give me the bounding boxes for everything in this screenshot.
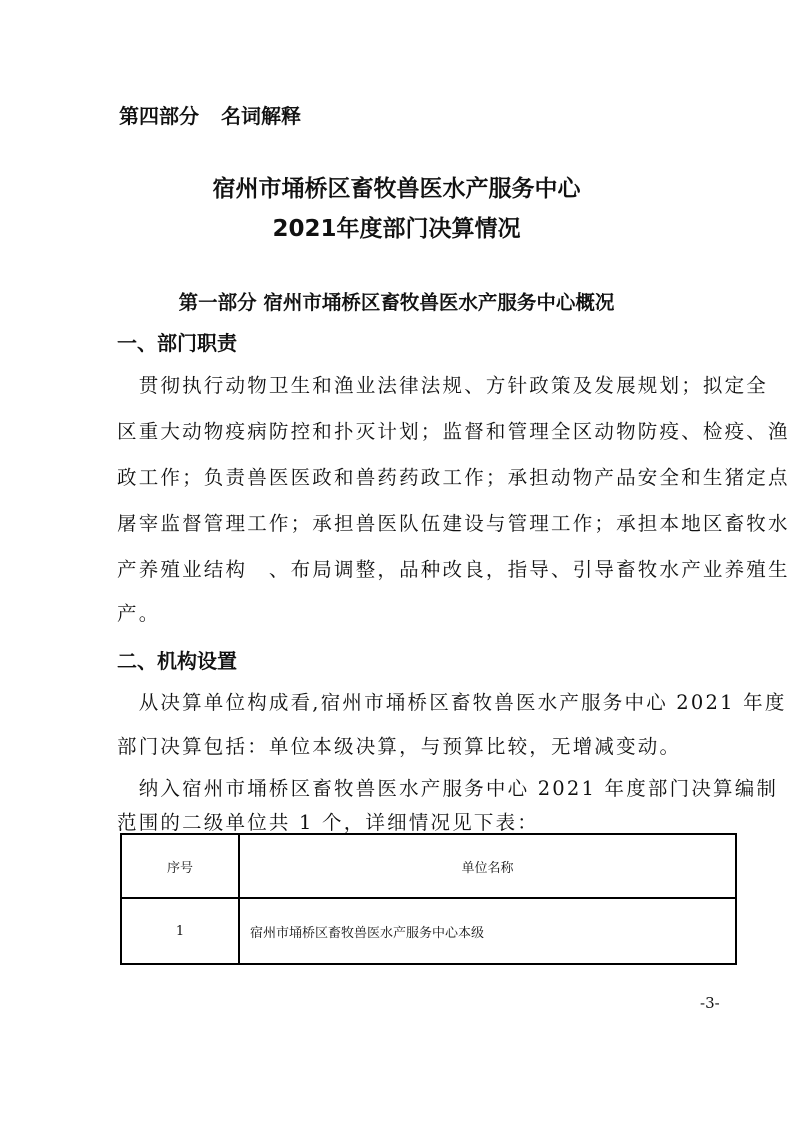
part-heading bbox=[119, 100, 301, 129]
paragraph-line: 产养殖业结构 、布局调整，品种改良，指导、引导畜牧水产业养殖生 bbox=[117, 558, 790, 581]
paragraph-line: 范围的二级单位共 1 个，详细情况见下表： bbox=[117, 811, 540, 834]
document-title-line2: 2021年度部门决算情况 bbox=[272, 216, 521, 242]
document-title-line1: 宿州市埇桥区畜牧兽医水产服务中心 bbox=[212, 176, 581, 202]
paragraph-line: 政工作；负责兽医医政和兽药药政工作；承担动物产品安全和生猪定点 bbox=[117, 466, 790, 489]
table-header-row bbox=[121, 834, 736, 898]
paragraph-line: 贯彻执行动物卫生和渔业法律法规、方针政策及发展规划；拟定全 bbox=[117, 374, 769, 397]
units-table bbox=[120, 833, 737, 965]
table-row bbox=[121, 898, 736, 964]
header-unit-name: 单位名称 bbox=[239, 834, 736, 898]
page-number: -3- bbox=[700, 994, 720, 1012]
part-heading-part: 第四部分 bbox=[119, 104, 199, 128]
section-heading-organization: 二、机构设置 bbox=[117, 649, 237, 673]
paragraph-line: 区重大动物疫病防控和扑灭计划；监督和管理全区动物防疫、检疫、渔 bbox=[117, 420, 790, 443]
paragraph-line: 产。 bbox=[117, 602, 161, 625]
section-heading-duties: 一、部门职责 bbox=[117, 331, 237, 355]
paragraph-line: 纳入宿州市埇桥区畜牧兽医水产服务中心 2021 年度部门决算编制 bbox=[117, 777, 779, 800]
part-heading-name: 名词解释 bbox=[221, 104, 301, 128]
header-serial-number: 序号 bbox=[121, 834, 239, 898]
paragraph-line: 从决算单位构成看,宿州市埇桥区畜牧兽医水产服务中心 2021 年度 bbox=[117, 691, 787, 714]
paragraph-line: 部门决算包括：单位本级决算，与预算比较，无增减变动。 bbox=[117, 735, 682, 758]
cell-serial-number: 1 bbox=[121, 898, 239, 964]
subtitle: 第一部分 宿州市埇桥区畜牧兽医水产服务中心概况 bbox=[178, 291, 615, 314]
cell-unit-name: 宿州市埇桥区畜牧兽医水产服务中心本级 bbox=[239, 898, 736, 964]
paragraph-line: 屠宰监督管理工作；承担兽医队伍建设与管理工作；承担本地区畜牧水 bbox=[117, 512, 790, 535]
